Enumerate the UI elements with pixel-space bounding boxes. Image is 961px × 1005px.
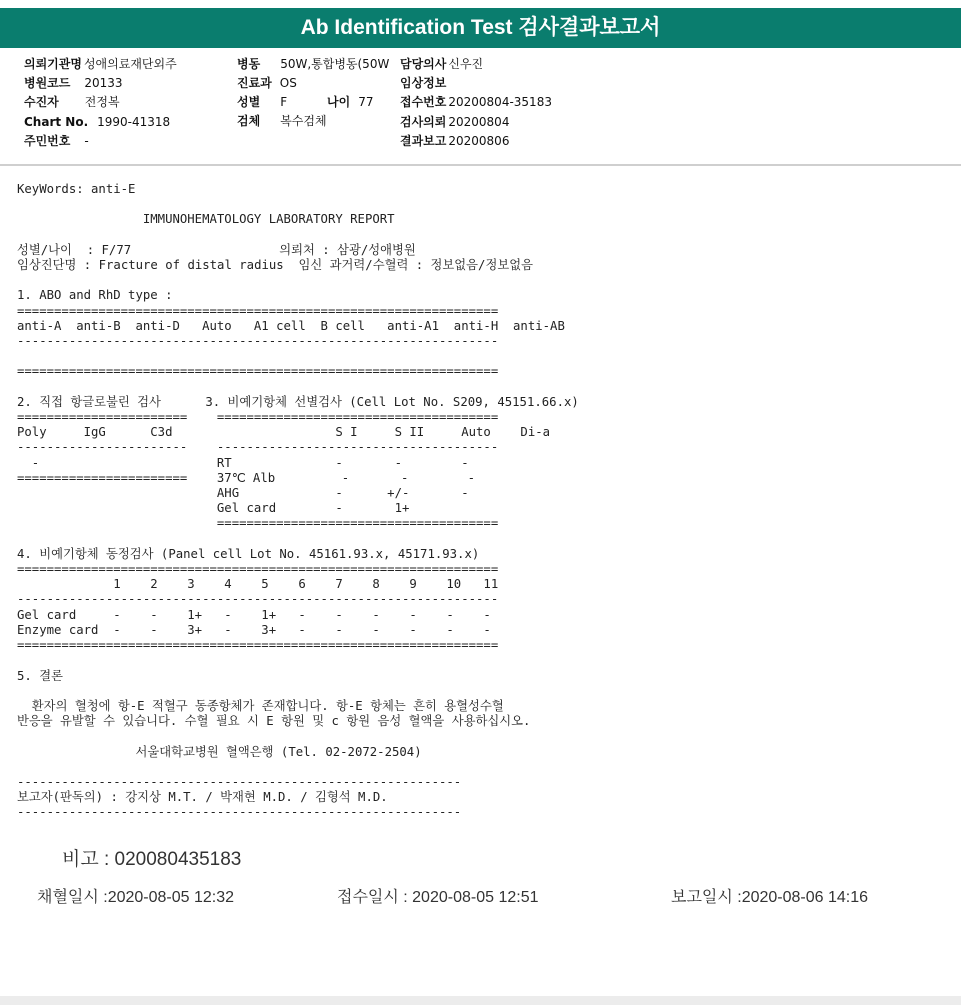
remark: 비고 : 020080435183: [62, 849, 242, 870]
test-request-date: 검사의뢰 20200804: [400, 115, 510, 129]
requesting-institution: 의뢰기관명 성애의료재단외주: [24, 57, 177, 71]
collection-datetime: 채혈일시 :2020-08-05 12:32: [37, 889, 235, 906]
attending-doctor: 담당의사 신우진: [400, 57, 484, 71]
patient-name: 수진자 전정복: [24, 95, 120, 109]
bottom-border: [0, 996, 961, 1005]
hospital-code: 병원코드 20133: [24, 76, 123, 90]
age: 나이 77: [327, 95, 374, 109]
immunohematology-report-text: KeyWords: anti-E IMMUNOHEMATOLOGY LABORATORY REPORT 성별/나이 : F/77 의뢰처 : 삼광/성애병원 임상진단명 : Fracture of distal radius 임신 과거력/수혈력 : 정보없음/정보없음 1. ABO and RhD type : ================================================================= anti-A anti-B anti-D Auto A1 cell B cell anti-A1 anti-H anti-AB ----------------------------------------------------------------- ================================================================= 2. 직접 항글로불린 검사 3. 비예기항체 선별검사 (Cell Lot No. S209, 45151.66.x) ======================= ====================================== Poly IgG C3d S I S II Auto Di-a ----------------------- -------------------------------------- - RT - - - ======================= 37℃ Alb - - - AHG - +/- - Gel card - 1+ ====================================== 4. 비예기항체 동정검사 (Panel cell Lot No. 45161.93.x, 45171.93.x) ================================================================= 1 2 3 4 5 6 7 8 9 10 11 ----------------------------------------------------------------- Gel card - - 1+ - 1+ - - - - - - Enzyme card - - 3+ - 3+ - - - - - - ================================================================= 5. 결론 환자의 혈청에 항-E 적혈구 동종항체가 존재합니다. 항-E 항체는 흔히 용혈성수혈 반응을 유발할 수 있습니다. 수혈 필요 시 E 항원 및 c 항원 음성 혈액을 사용하십시오. 서울대학교병원 혈액은행 (Tel. 02-2072-2504) ------------------------------------------------------------ 보고자(판독의) : 강지상 M.T. / 박재현 M.D. / 김형석 M.D. ------------------------------------------------------------: [17, 182, 579, 820]
report-datetime: 보고일시 :2020-08-06 14:16: [671, 889, 869, 906]
department: 진료과 OS: [237, 76, 297, 90]
ward: 병동 50W,통합병동(50W: [237, 57, 390, 71]
receipt-number: 접수번호 20200804-35183: [400, 95, 552, 109]
clinical-info: 임상정보: [400, 76, 447, 90]
report-title: Ab Identification Test 검사결과보고서: [0, 8, 961, 48]
result-report-date: 결과보고 20200806: [400, 134, 510, 148]
chart-number: Chart No. 1990-41318: [24, 115, 171, 129]
specimen: 검체 복수검체: [237, 114, 327, 128]
patient-info-header: [0, 48, 961, 166]
sex: 성별 F: [237, 95, 288, 109]
report-body: [0, 166, 961, 996]
resident-number: 주민번호 -: [24, 134, 89, 148]
receipt-datetime: 접수일시 : 2020-08-05 12:51: [337, 889, 539, 906]
